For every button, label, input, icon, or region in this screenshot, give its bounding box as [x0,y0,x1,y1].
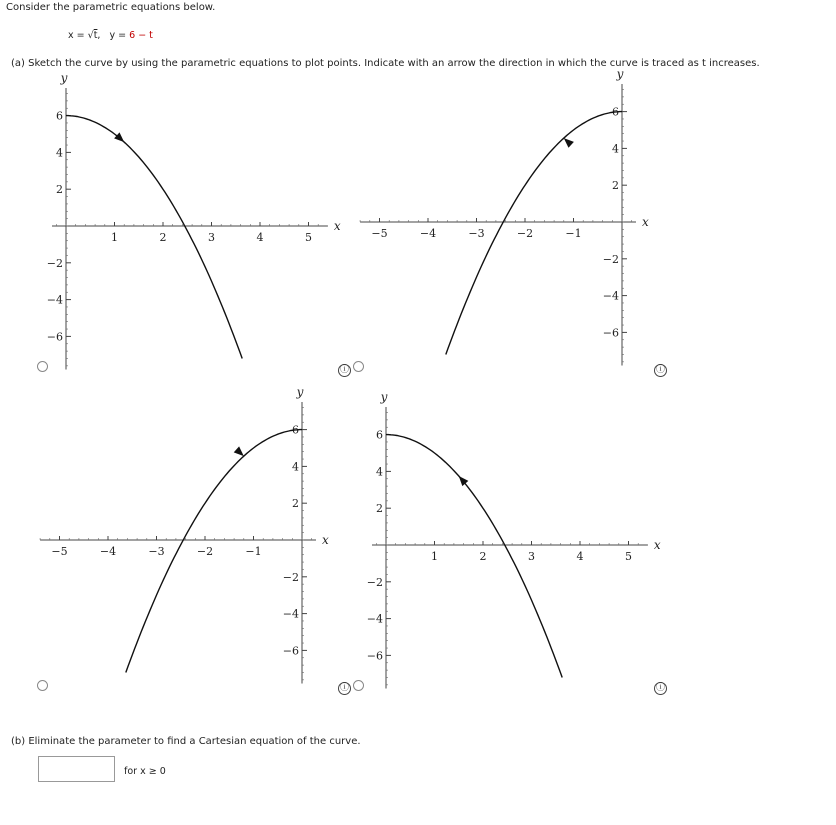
y-tick-label: −6 [602,326,619,340]
y-tick-label: −2 [46,256,63,270]
y-axis-label: y [616,67,624,81]
x-tick-label: 4 [576,550,584,563]
y-tick-label: −6 [46,330,63,344]
x-tick-label: 5 [305,231,312,244]
x-tick-label: −5 [51,545,68,558]
x-tick-label: −5 [371,227,388,240]
curve-line [66,116,242,359]
info-icon[interactable]: ⓘ [339,365,349,375]
radio-option-4[interactable] [353,680,364,691]
x-tick-label: 5 [625,550,632,563]
y-tick-label: 6 [612,105,619,119]
y-tick-label: 2 [612,179,619,193]
parametric-equations [68,30,153,41]
graph-option-3 [40,385,330,690]
x-tick-label: −3 [468,227,485,240]
x-axis-label: x [333,219,341,233]
y-equation-rhs: 6 − t [129,30,153,41]
x-tick-label: −1 [245,545,262,558]
info-icon[interactable]: ⓘ [339,683,349,693]
x-tick-label: 3 [528,550,535,563]
x-tick-label: −1 [565,227,582,240]
y-tick-label: −4 [366,612,383,626]
x-tick-label: −2 [516,227,534,240]
x-tick-label: 1 [111,231,118,244]
domain-note: for x ≥ 0 [124,766,166,777]
y-tick-label: 6 [56,109,63,123]
y-tick-label: −2 [282,570,299,584]
chart-svg [40,71,341,376]
y-tick-label: −2 [602,252,619,266]
x-tick-label: −2 [196,545,214,558]
info-icon[interactable]: ⓘ [655,683,665,693]
sqrt-icon: √ [87,30,94,41]
x-tick-label: 2 [479,550,487,563]
graph-option-2 [360,67,650,372]
y-tick-label: 6 [376,428,383,442]
x-tick-label: 3 [208,231,215,244]
y-tick-label: −6 [366,649,383,663]
x-axis-label: x [642,215,649,229]
y-tick-label: 6 [292,423,299,437]
x-equation-lhs: x = [68,30,88,41]
x-tick-label: −4 [419,227,437,240]
y-equation-lhs: y = [109,30,130,41]
graph-option-4 [360,390,661,695]
equation-separator: , [97,30,104,41]
radio-option-3[interactable] [37,680,48,691]
y-tick-label: 4 [612,142,619,156]
y-tick-label: −4 [46,293,63,307]
x-tick-label: 2 [159,231,167,244]
cartesian-equation-input[interactable] [38,756,115,782]
chart-svg [360,67,650,372]
direction-arrow [114,132,124,142]
y-tick-label: 2 [56,183,63,197]
info-icon[interactable]: ⓘ [655,365,665,375]
curve-line [386,435,562,678]
y-axis-label: y [60,71,68,85]
radio-option-1[interactable] [37,361,48,372]
y-axis-label: y [296,385,304,399]
y-tick-label: 4 [376,465,383,479]
x-tick-label: −3 [148,545,165,558]
x-axis-label: x [653,538,661,552]
y-axis-label: y [380,390,388,404]
intro-text: Consider the parametric equations below. [6,2,216,13]
y-tick-label: 2 [292,497,299,511]
x-tick-label: −4 [99,545,117,558]
chart-svg [40,385,330,690]
direction-arrow [564,138,574,148]
y-tick-label: −6 [282,644,299,658]
y-tick-label: −4 [282,607,299,621]
chart-svg [360,390,661,695]
direction-arrow [234,446,244,456]
x-tick-label: 1 [431,550,438,563]
part-b-text: (b) Eliminate the parameter to find a Cartesian equation of the curve. [11,736,361,747]
x-axis-label: x [322,533,329,547]
y-tick-label: 4 [56,146,63,160]
part-a-text: (a) Sketch the curve by using the parametric equations to plot points. Indicate with an arrow the direction in which the curve is traced as t increases. [11,58,760,69]
x-tick-label: 4 [256,231,264,244]
y-tick-label: −2 [366,575,383,589]
direction-arrow [459,476,469,486]
radio-option-2[interactable] [353,361,364,372]
x-equation-rhs: t [93,30,98,41]
graph-option-1 [40,71,341,376]
y-tick-label: 4 [292,460,299,474]
y-tick-label: −4 [602,289,619,303]
y-tick-label: 2 [376,502,383,516]
